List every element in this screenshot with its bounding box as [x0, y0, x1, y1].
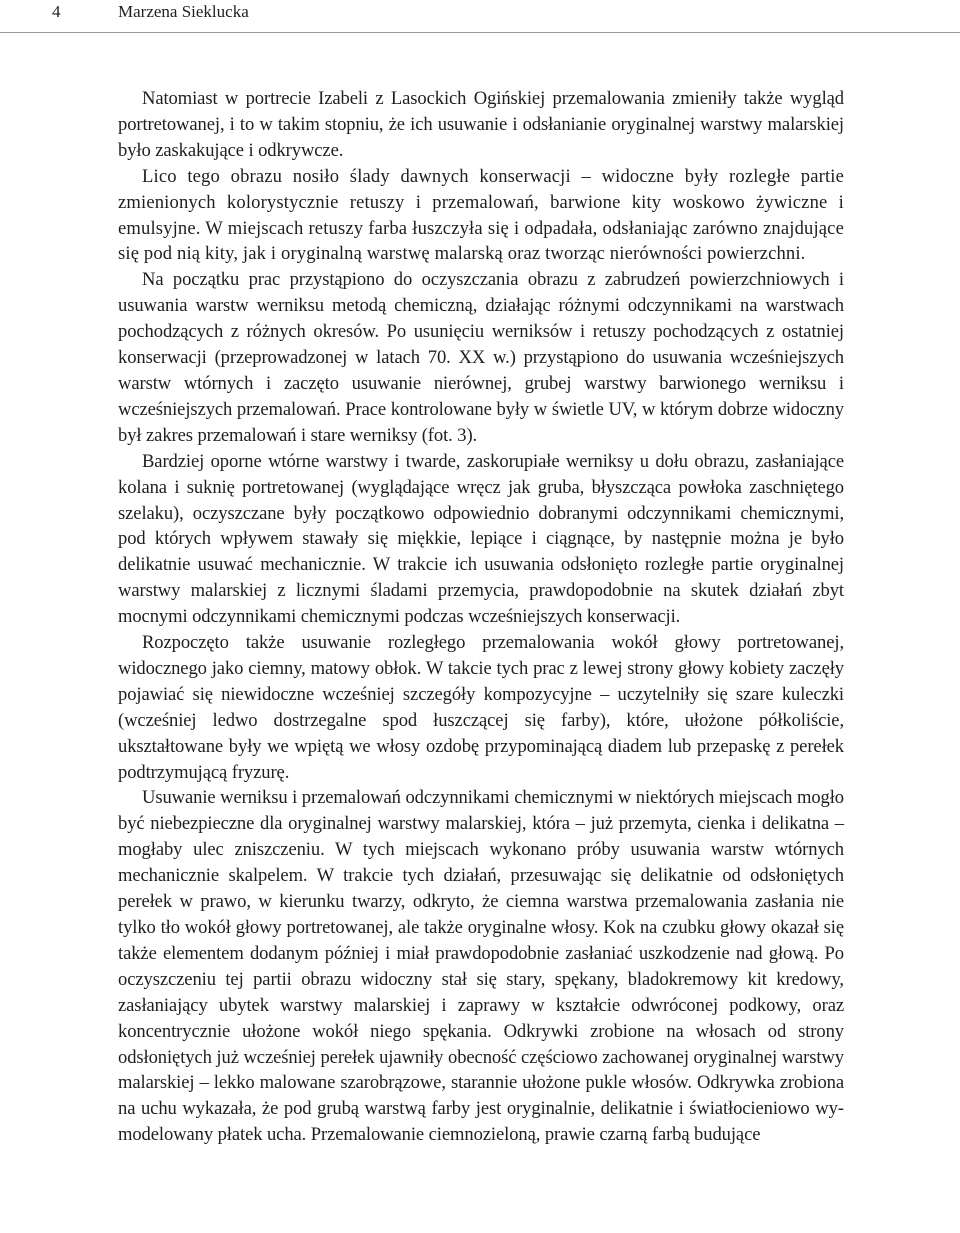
paragraph: Usuwanie werniksu i przemalowań odczynnikami chemicznymi w niektórych miejscach mogło być niebezpieczne dla oryginalnej warstwy malarskiej, która – już przemyta, cienka i delikatna – mogłaby ulec zniszczeniu. W tych miejscach wykonano próby usuwania warstw wtórnych mechanicznie skalpelem. W trakcie tych działań, przesuwając się delikatnie od odsłoniętych perełek w prawo, w kierunku twarzy, odkryto, że ciemna warstwa przemalowania zasłania nie tylko tło wokół głowy portretowanej, ale także oryginalne włosy. Kok na czubku głowy okazał się także elementem dodanym później i miał prawdopodobnie zasłaniać uszkodzenie nad głową. Po oczyszczeniu tej partii obrazu widoczny stał się stary, spękany, bladokremowy kit kredowy, zasłaniający ubytek warstwy malarskiej i zaprawy w kształcie odwróconej podkowy, oraz koncentrycznie ułożone wokół niego spękania. Odkrywki zrobione na włosach od strony odsłoniętych już wcześniej perełek ujawniły obecność częściowo zachowanej oryginalnej warstwy malarskiej – lekko malowane szarobrązowe, starannie ułożone pukle włosów. Odkrywka zrobiona na uchu wykazała, że pod grubą warstwą farby jest oryginalnie, delikatnie i światłocieniowo wymodelowany płatek ucha. Przemalowanie ciemnozieloną, prawie czarną farbą budujące — [118, 787, 844, 1146]
paragraph: Rozpoczęto także usuwanie rozległego przemalowania wokół głowy portretowanej, widocznego jako ciemny, matowy obłok. W takcie tych prac z lewej strony głowy kobiety zaczęły pojawiać się niewidoczne wcześniej szczegóły kompozycyjne – uczytelniły się szare kuleczki (wcześniej ledwo dostrzegalne spod łuszczącej się farby), które, ułożone półkoliście, ukształtowane były we wpiętą we włosy ozdobę przypominającą diadem lub przepaskę z perełek podtrzymującą fryzurę. — [118, 632, 844, 783]
paragraph: Bardziej oporne wtórne warstwy i twarde, zaskorupiałe werniksy u dołu obrazu, zasłaniające kolana i suknię portretowanej (wyglądające wręcz jak gruba, błyszcząca powłoka zaschniętego szelaku), oczyszczane były początkowo odpowiednio dobranymi odczynnikami chemicznymi, pod których wpływem stawały się miękkie, lepiące i ciągnące, by następnie można je było delikatnie usuwać mechanicznie. W trakcie ich usuwania odsłonięto rozległe partie oryginalnej warstwy malarskiej z licznymi śladami przemycia, prawdopodobnie na skutek działań zbyt mocnymi odczynnikami chemicznymi podczas wcześniejszych konserwacji. — [118, 450, 844, 628]
paragraph: Lico tego obrazu nosiło ślady dawnych konserwacji – widoczne były rozległe partie zmienionych kolorystycznie retuszy i przemalowań, barwione kity woskowo żywiczne i emulsyjne. W miejscach retuszy farba łuszczyła się i odpadała, odsłaniając zarówno znajdujące się pod nią kity, jak i oryginalną warstwę malarską oraz tworząc nierówności powierzchni. — [118, 165, 844, 265]
paragraph: Natomiast w portrecie Izabeli z Lasockich Ogińskiej przemalowania zmieniły także wygląd portretowanej, i to w takim stopniu, że ich usuwanie i odsłanianie oryginalnej warstwy malarskiej było zaskakujące i odkrywcze. — [118, 88, 844, 161]
article-body — [118, 86, 844, 1148]
page-header — [0, 0, 960, 33]
paragraph: Na początku prac przystąpiono do oczyszczania obrazu z zabrudzeń powierzchniowych i usuwania warstw werniksu metodą chemiczną, działając różnymi odczynnikami na warstwach pochodzących z różnych okresów. Po usunięciu werniksów i retuszy pochodzących z ostatniej konserwacji (przeprowadzonej w latach 70. XX w.) przystąpiono do usuwania wcześniejszych warstw wtórnych i zaczęto usuwanie nierównej, grubej warstwy barwionego werniksu i wcześniejszych przemalowań. Prace kontrolowane były w świetle UV, w którym dobrze widoczny był zakres przemalowań i stare werniksy (fot. 3). — [118, 269, 844, 446]
running-header-author: Marzena Sieklucka — [118, 2, 249, 21]
page-number: 4 — [52, 2, 61, 21]
